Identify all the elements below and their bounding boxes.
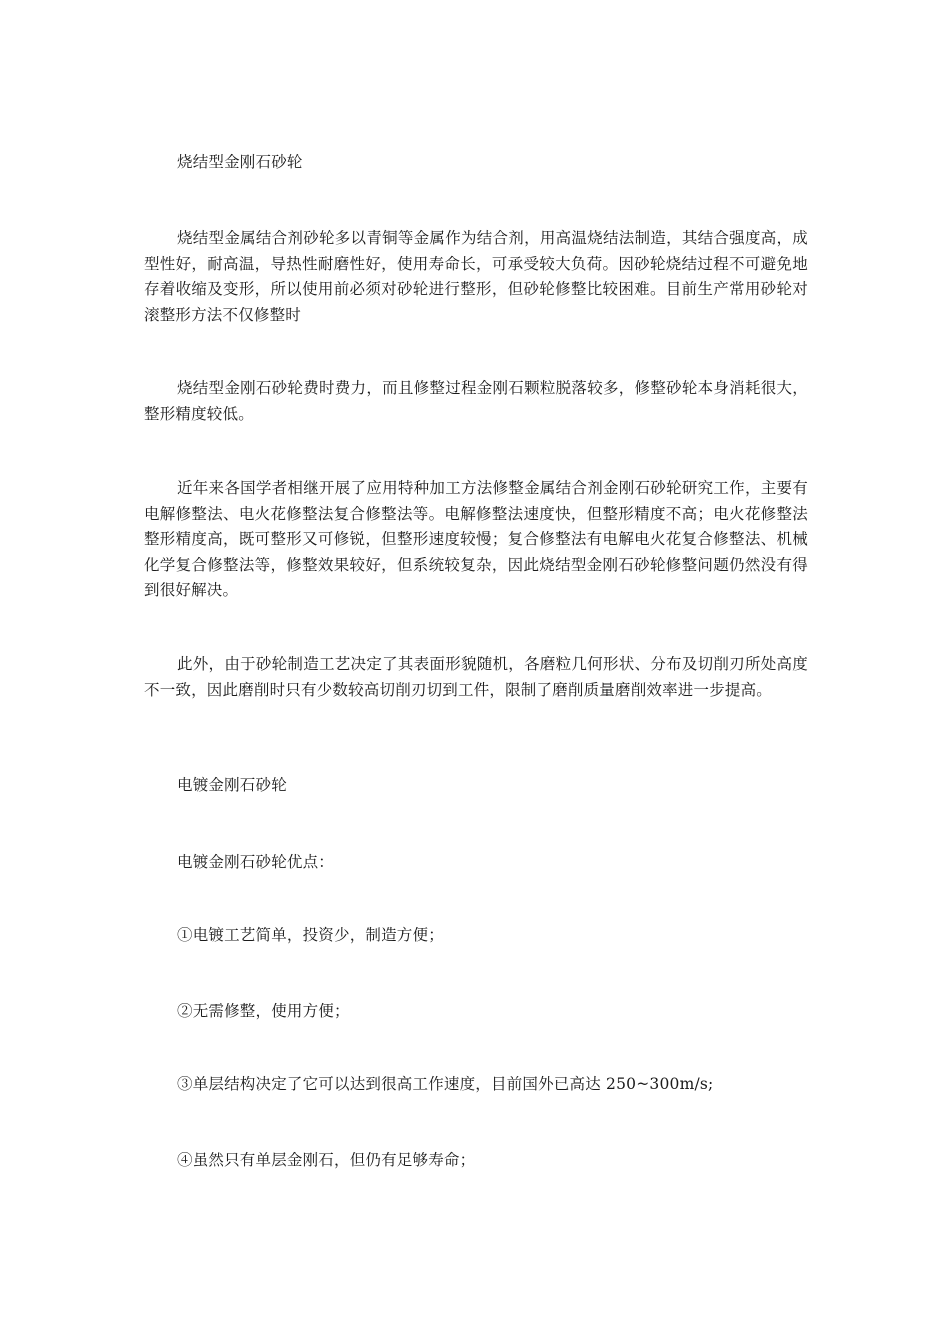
- advantage-item: ③单层结构决定了它可以达到很高工作速度，目前国外已高达 250~300m/s;: [177, 1075, 714, 1093]
- section-title-sintered-wheel: 烧结型金刚石砂轮: [177, 153, 303, 171]
- paragraph-dressing-cost: 烧结型金刚石砂轮费时费力，而且修整过程金刚石颗粒脱落较多，修整砂轮本身消耗很大，整形精度较低。: [144, 379, 808, 423]
- advantages-heading: 电镀金刚石砂轮优点：: [177, 853, 335, 871]
- paragraph-research-methods: 近年来各国学者相继开展了应用特种加工方法修整金属结合剂金刚石砂轮研究工作，主要有电解修整法、电火花修整法复合修整法等。电解修整法速度快，但整形精度不高；电火花修整法整形精度高，既可整形又可修锐，但整形速度较慢；复合修整法有电解电火花复合修整法、机械化学复合修整法等，修整效果较好，但系统较复杂，因此烧结型金刚石砂轮修整问题仍然没有得到很好解决。: [144, 479, 808, 599]
- advantage-item: ④虽然只有单层金刚石，但仍有足够寿命；: [177, 1151, 476, 1169]
- section-title-electroplated-wheel: 电镀金刚石砂轮: [177, 776, 287, 794]
- advantage-item: ①电镀工艺简单，投资少，制造方便；: [177, 926, 444, 944]
- advantage-item: ②无需修整，使用方便；: [177, 1002, 350, 1020]
- paragraph-surface-topography: 此外，由于砂轮制造工艺决定了其表面形貌随机，各磨粒几何形状、分布及切削刃所处高度不一致，因此磨削时只有少数较高切削刃切到工件，限制了磨削质量磨削效率进一步提高。: [144, 655, 808, 699]
- paragraph-sintered-intro: 烧结型金属结合剂砂轮多以青铜等金属作为结合剂，用高温烧结法制造，其结合强度高，成型性好，耐高温，导热性耐磨性好，使用寿命长，可承受较大负荷。因砂轮烧结过程不可避免地存着收缩及变形，所以使用前必须对砂轮进行整形，但砂轮修整比较困难。目前生产常用砂轮对滚整形方法不仅修整时: [144, 229, 808, 324]
